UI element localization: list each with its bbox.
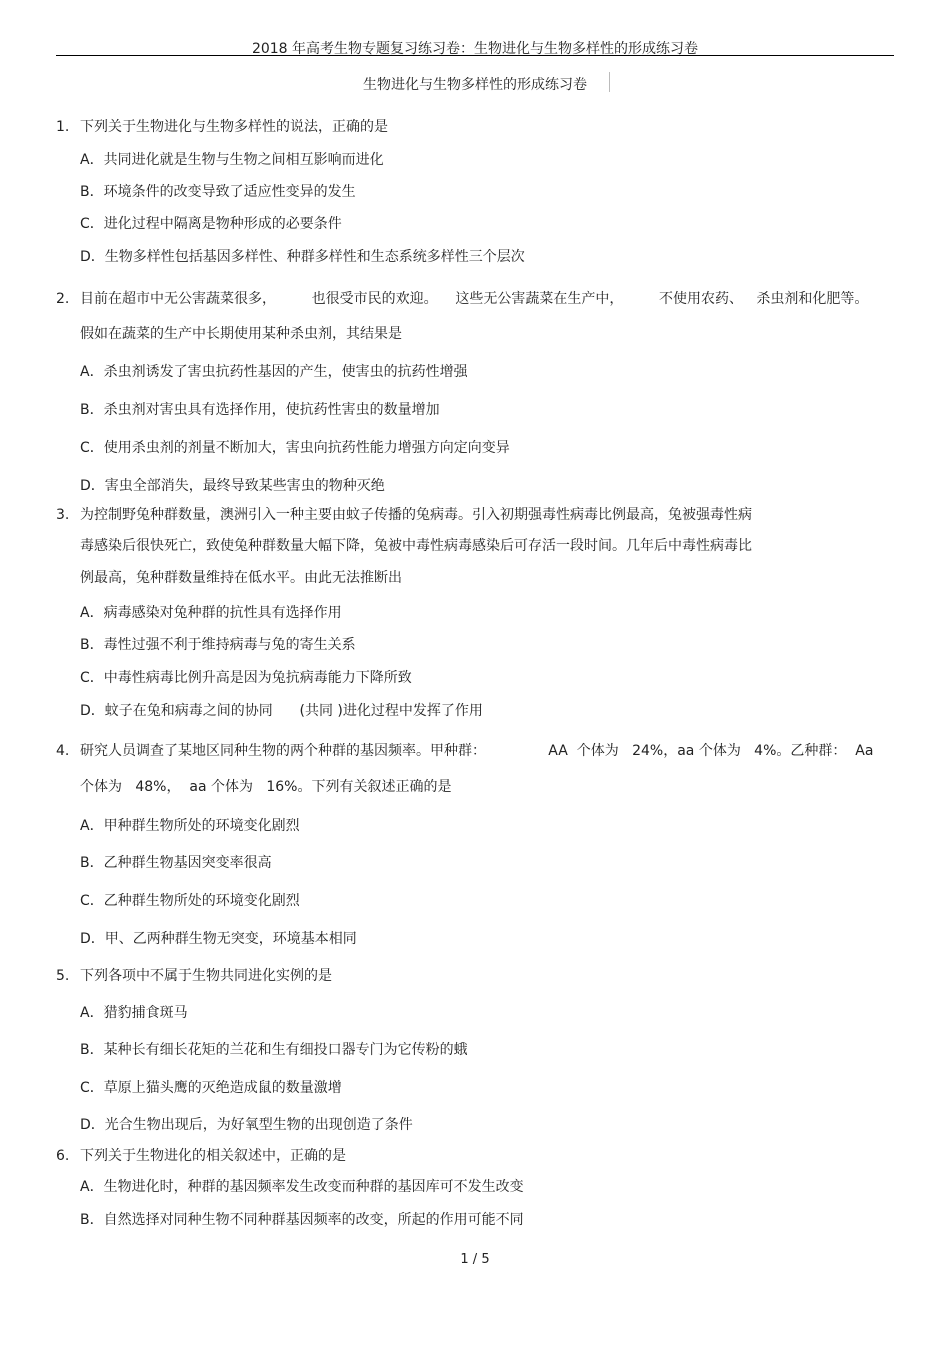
question-text: 个体为 48%， aa 个体为 16%。下列有关叙述正确的是: [80, 779, 452, 795]
option: C．中毒性病毒比例升高是因为兔抗病毒能力下降所致: [80, 670, 412, 686]
option: A．共同进化就是生物与生物之间相互影响而进化: [80, 152, 384, 168]
question-text: 例最高，兔种群数量维持在低水平。由此无法推断出: [80, 570, 402, 586]
option: D．害虫全部消失，最终导致某些害虫的物种灭绝: [80, 478, 385, 494]
question-number: 6.: [56, 1148, 70, 1164]
option: D．甲、乙两种群生物无突变，环境基本相同: [80, 931, 357, 947]
question-text: 下列各项中不属于生物共同进化实例的是: [80, 968, 332, 984]
page-number: 1 / 5: [460, 1252, 490, 1267]
option: B．毒性过强不利于维持病毒与兔的寄生关系: [80, 637, 356, 653]
option: C．乙种群生物所处的环境变化剧烈: [80, 893, 300, 909]
option: B．某种长有细长花矩的兰花和生有细投口器专门为它传粉的蛾: [80, 1042, 468, 1058]
option: D．生物多样性包括基因多样性、种群多样性和生态系统多样性三个层次: [80, 249, 525, 265]
option: A．病毒感染对兔种群的抗性具有选择作用: [80, 605, 342, 621]
option: A．甲种群生物所处的环境变化剧烈: [80, 818, 300, 834]
question-text: 假如在蔬菜的生产中长期使用某种杀虫剂，其结果是: [80, 326, 402, 342]
question-text: 目前在超市中无公害蔬菜很多， 也很受市民的欢迎。 这些无公害蔬菜在生产中， 不使用农药、 杀虫剂和化肥等。: [80, 291, 869, 307]
option: C．进化过程中隔离是物种形成的必要条件: [80, 216, 342, 232]
question-text: 下列关于生物进化与生物多样性的说法，正确的是: [80, 119, 388, 135]
option: A．杀虫剂诱发了害虫抗药性基因的产生，使害虫的抗药性增强: [80, 364, 468, 380]
option: C．使用杀虫剂的剂量不断加大，害虫向抗药性能力增强方向定向变异: [80, 440, 510, 456]
cursor-bar: [609, 72, 610, 92]
question-text: 为控制野兔种群数量，澳洲引入一种主要由蚊子传播的兔病毒。引入初期强毒性病毒比例最高，兔被强毒性病: [80, 507, 752, 523]
question-number: 4.: [56, 743, 70, 759]
question-number: 5.: [56, 968, 70, 984]
question-text: 下列关于生物进化的相关叙述中，正确的是: [80, 1148, 346, 1164]
option: B．杀虫剂对害虫具有选择作用，使抗药性害虫的数量增加: [80, 402, 440, 418]
running-header: 2018 年高考生物专题复习练习卷：生物进化与生物多样性的形成练习卷: [251, 41, 699, 57]
option: B．自然选择对同种生物不同种群基因频率的改变，所起的作用可能不同: [80, 1212, 524, 1228]
option: B．环境条件的改变导致了适应性变异的发生: [80, 184, 356, 200]
option: A．生物进化时，种群的基因频率发生改变而种群的基因库可不发生改变: [80, 1179, 524, 1195]
option: B．乙种群生物基因突变率很高: [80, 855, 272, 871]
question-text: 研究人员调查了某地区同种生物的两个种群的基因频率。甲种群： AA 个体为 24%，aa 个体为 4%。乙种群： Aa: [80, 743, 874, 759]
page-title: 生物进化与生物多样性的形成练习卷: [363, 77, 587, 93]
question-number: 2.: [56, 291, 70, 307]
question-number: 3.: [56, 507, 70, 523]
header-rule: [56, 55, 894, 56]
option: C．草原上猫头鹰的灭绝造成鼠的数量激增: [80, 1080, 342, 1096]
option: D．蚊子在兔和病毒之间的协同 (共同 )进化过程中发挥了作用: [80, 703, 483, 719]
option: A．猎豹捕食斑马: [80, 1005, 188, 1021]
question-number: 1.: [56, 119, 70, 135]
option: D．光合生物出现后，为好氧型生物的出现创造了条件: [80, 1117, 413, 1133]
question-text: 毒感染后很快死亡，致使兔种群数量大幅下降，兔被中毒性病毒感染后可存活一段时间。几年后中毒性病毒比: [80, 538, 752, 554]
